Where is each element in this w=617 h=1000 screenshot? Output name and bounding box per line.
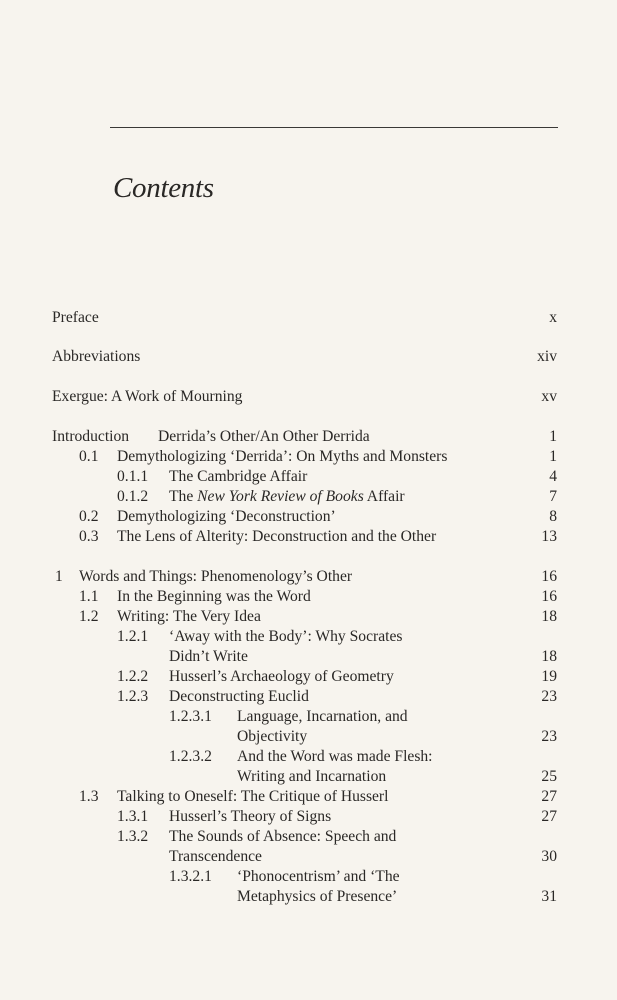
toc-entry-label: In the Beginning was the Word xyxy=(117,588,311,605)
toc-page-number: 1 xyxy=(549,428,557,445)
toc-page-number: 16 xyxy=(541,568,557,585)
toc-entry-label-continued: Writing and Incarnation xyxy=(237,768,387,785)
toc-entry-number: 0.1.1 xyxy=(117,468,149,485)
toc-page-number: 18 xyxy=(541,608,557,625)
toc-page-number: xiv xyxy=(537,348,557,365)
toc-entry xyxy=(52,308,99,328)
toc-entry-number: 1.3.2.1 xyxy=(169,868,212,885)
toc-entry-label: Demythologizing ‘Derrida’: On Myths and Monsters xyxy=(117,448,448,465)
contents-heading: Contents xyxy=(113,172,214,204)
label-part: The xyxy=(169,488,198,505)
toc-entry-label: Husserl’s Theory of Signs xyxy=(169,808,332,825)
toc-entry-number: 1.2.2 xyxy=(117,668,149,685)
toc-entry-label-continued: Didn’t Write xyxy=(169,648,248,665)
toc-entry-label: The Lens of Alterity: Deconstruction and the Other xyxy=(117,528,437,545)
toc-page-number: 13 xyxy=(541,528,557,545)
toc-entry-label: Abbreviations xyxy=(52,348,141,365)
toc-entry-number: 1.2.3 xyxy=(117,688,149,705)
toc-entry-number: 1 xyxy=(55,568,63,585)
toc-entry-number: 1.3 xyxy=(79,788,99,805)
toc-entry xyxy=(158,427,370,447)
toc-entry-label-continued: Objectivity xyxy=(237,728,308,745)
toc-entry-label: Language, Incarnation, and xyxy=(237,708,408,725)
toc-entry xyxy=(52,387,242,407)
toc-page-number: 25 xyxy=(541,768,557,785)
toc-entry-number: 1.3.2 xyxy=(117,828,149,845)
toc-entry-number: 1.3.1 xyxy=(117,808,149,825)
toc-entry-label-continued: Metaphysics of Presence’ xyxy=(237,888,398,905)
toc-entry xyxy=(52,347,140,367)
toc-page-number: 8 xyxy=(549,508,557,525)
toc-page-number: 23 xyxy=(541,728,557,745)
toc-page-number: 27 xyxy=(541,808,557,825)
toc-entry-number: 1.2.3.1 xyxy=(169,708,212,725)
toc-page-number: 27 xyxy=(541,788,557,805)
toc-entry-label: Deconstructing Euclid xyxy=(169,688,309,705)
toc-entry-label: Demythologizing ‘Deconstruction’ xyxy=(117,508,336,525)
toc-entry-number: 0.1 xyxy=(79,448,99,465)
toc-page-number: x xyxy=(549,309,557,326)
toc-entry-number: 0.1.2 xyxy=(117,488,149,505)
toc-entry-label: Husserl’s Archaeology of Geometry xyxy=(169,668,394,685)
label-part: Affair xyxy=(363,488,405,505)
toc-entry-number: 1.2.3.2 xyxy=(169,748,212,765)
toc-page-number: 18 xyxy=(541,648,557,665)
toc-entry-label: Derrida’s Other/An Other Derrida xyxy=(158,428,370,445)
toc-entry-label: ‘Away with the Body’: Why Socrates xyxy=(169,628,403,645)
toc-entry-number: 1.1 xyxy=(79,588,99,605)
toc-page-number: 31 xyxy=(541,888,557,905)
toc-entry-number: Introduction xyxy=(52,428,130,445)
toc-page-number: 4 xyxy=(549,468,557,485)
toc-entry-label: Words and Things: Phenomenology’s Other xyxy=(79,568,353,585)
toc-entry-label xyxy=(169,487,405,507)
toc-page-number: 7 xyxy=(549,488,557,505)
toc-page-number: xv xyxy=(541,388,557,405)
toc-entry-label-continued: Transcendence xyxy=(169,848,262,865)
toc-page-number: 16 xyxy=(541,588,557,605)
toc-entry xyxy=(52,427,129,447)
toc-entry-label: The Cambridge Affair xyxy=(169,468,308,485)
toc-page-number: 19 xyxy=(541,668,557,685)
toc-page-number: 23 xyxy=(541,688,557,705)
toc-entry-label: Exergue: A Work of Mourning xyxy=(52,388,243,405)
toc-page-number: 30 xyxy=(541,848,557,865)
toc-page-number: 1 xyxy=(549,448,557,465)
toc-entry-label: Writing: The Very Idea xyxy=(117,608,261,625)
toc-entry-number: 1.2 xyxy=(79,608,99,625)
toc-entry-label: The Sounds of Absence: Speech and xyxy=(169,828,397,845)
toc-entry-label: And the Word was made Flesh: xyxy=(237,748,433,765)
toc-entry-number: 0.2 xyxy=(79,508,99,525)
toc-entry-number: 1.2.1 xyxy=(117,628,149,645)
toc-entry-label: Preface xyxy=(52,309,99,326)
toc-entry-number: 0.3 xyxy=(79,528,99,545)
toc-entry-label: ‘Phonocentrism’ and ‘The xyxy=(237,868,400,885)
label-italic-part: New York Review of Books xyxy=(197,488,364,505)
toc-entry-label: Talking to Oneself: The Critique of Husserl xyxy=(117,788,389,805)
